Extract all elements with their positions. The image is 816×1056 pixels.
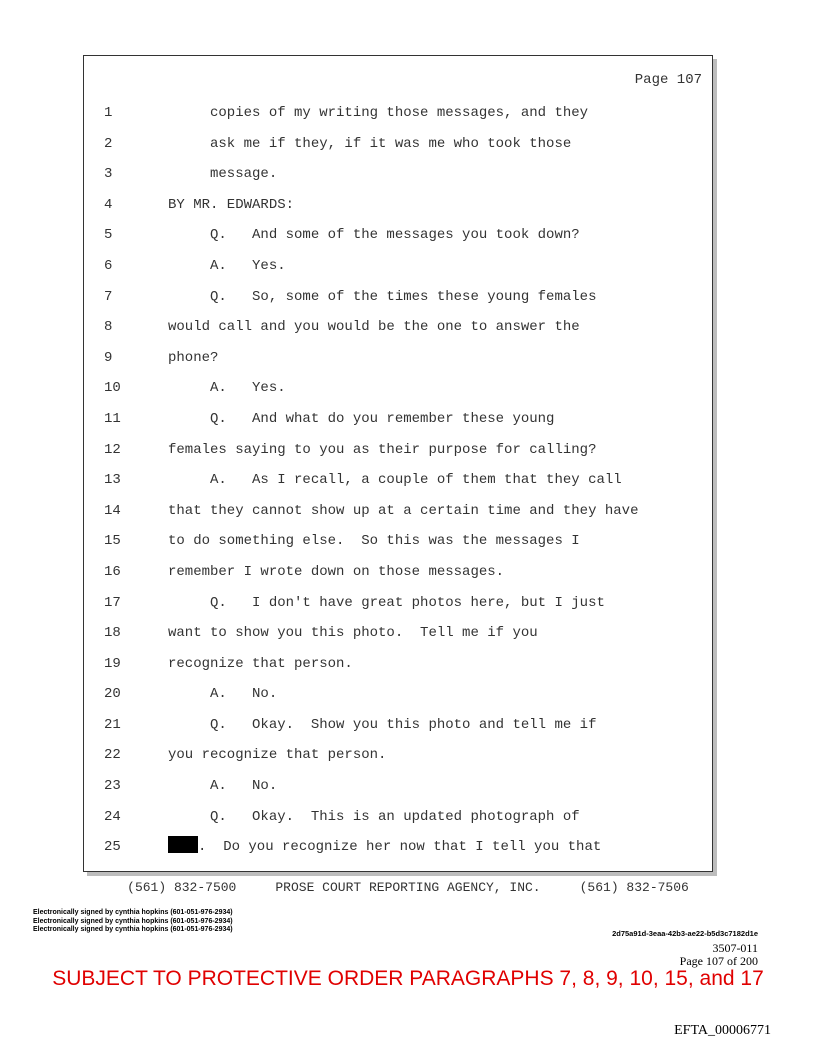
transcript-line <box>84 557 712 588</box>
line-number: 24 <box>104 808 121 825</box>
transcript-line <box>84 710 712 741</box>
transcript-line <box>84 404 712 435</box>
line-text <box>168 190 294 220</box>
line-text-content: females saying to you as their purpose for calling? <box>168 441 597 458</box>
redaction-box <box>168 836 198 853</box>
line-text-content: remember I wrote down on those messages. <box>168 563 505 580</box>
esignature-line: Electronically signed by cynthia hopkins (601-051-976-2934) <box>33 926 233 933</box>
line-text-content: want to show you this photo. Tell me if you <box>168 625 538 642</box>
line-text <box>168 740 386 770</box>
efta-number: EFTA_00006771 <box>674 1023 771 1038</box>
line-number: 17 <box>104 594 121 611</box>
line-text <box>168 129 571 159</box>
line-text-content: Q. I don't have great photos here, but I just <box>168 594 605 611</box>
line-text <box>168 465 622 495</box>
transcript-line <box>84 679 712 710</box>
line-text-content: A. No. <box>168 686 278 703</box>
line-number: 12 <box>104 441 121 458</box>
line-text <box>168 557 504 587</box>
line-text <box>168 771 277 801</box>
transcript-line <box>84 373 712 404</box>
transcript-line <box>84 190 712 221</box>
line-text <box>168 251 286 281</box>
transcript-line <box>84 771 712 802</box>
line-text <box>168 404 554 434</box>
line-text-content: would call and you would be the one to answer the <box>168 319 580 336</box>
line-text-content: A. No. <box>168 778 278 795</box>
line-text-content: copies of my writing those messages, and they <box>168 105 589 121</box>
line-text <box>168 832 601 862</box>
document-hash: 2d75a91d-3eaa-42b3-ae22-b5d3c7182d1e <box>612 929 758 938</box>
transcript-line <box>84 159 712 190</box>
electronic-signatures <box>33 909 233 935</box>
line-text <box>168 710 596 740</box>
line-number: 15 <box>104 533 121 550</box>
transcript-line <box>84 343 712 374</box>
transcript-line <box>84 465 712 496</box>
line-text-content: Q. Okay. Show you this photo and tell me if <box>168 716 597 733</box>
line-text-content: Q. So, some of the times these young females <box>168 288 597 305</box>
bates-block <box>680 942 758 968</box>
transcript-line <box>84 649 712 680</box>
line-number: 6 <box>104 257 113 274</box>
line-number: 10 <box>104 380 121 397</box>
line-text <box>168 373 286 403</box>
line-text <box>168 588 605 618</box>
line-text <box>168 526 580 556</box>
transcript-line <box>84 98 712 129</box>
line-text <box>168 159 277 189</box>
transcript-line <box>84 220 712 251</box>
protective-order-notice: SUBJECT TO PROTECTIVE ORDER PARAGRAPHS 7, 8, 9, 10, 15, and 17 <box>52 967 764 990</box>
line-number: 8 <box>104 319 113 336</box>
reporting-agency-footer: (561) 832-7500 PROSE COURT REPORTING AGENCY, INC. (561) 832-7506 <box>127 880 689 895</box>
line-text-content: A. As I recall, a couple of them that they call <box>168 472 622 489</box>
page-of-total: Page 107 of 200 <box>679 954 758 968</box>
line-text <box>168 343 218 373</box>
line-number: 2 <box>104 135 113 152</box>
line-number: 3 <box>104 166 113 183</box>
transcript-line <box>84 588 712 619</box>
line-text-content: A. Yes. <box>168 380 286 397</box>
line-number: 13 <box>104 472 121 489</box>
line-number: 9 <box>104 349 113 366</box>
line-number: 11 <box>104 410 121 427</box>
transcript-line <box>84 435 712 466</box>
line-text-content: message. <box>168 166 278 183</box>
bates-number: 3507-011 <box>712 941 758 955</box>
esignature-line: Electronically signed by cynthia hopkins (601-051-976-2934) <box>33 909 233 916</box>
page-number: Page 107 <box>634 72 702 88</box>
line-text-content: recognize that person. <box>168 655 353 672</box>
line-text <box>168 282 596 312</box>
line-text-content: you recognize that person. <box>168 747 387 764</box>
transcript-line <box>84 526 712 557</box>
line-text <box>168 435 596 465</box>
line-text-content: Q. And some of the messages you took down? <box>168 227 580 244</box>
line-number: 1 <box>104 105 113 121</box>
line-text <box>168 312 580 342</box>
line-text-content: that they cannot show up at a certain time and they have <box>168 502 639 519</box>
transcript-line <box>84 312 712 343</box>
line-text-content: to do something else. So this was the messages I <box>168 533 580 550</box>
line-text-content: Q. Okay. This is an updated photograph of <box>168 808 580 825</box>
line-number: 21 <box>104 716 121 733</box>
transcript-line <box>84 832 712 863</box>
line-text <box>168 496 638 526</box>
line-text-content: . Do you recognize her now that I tell you that <box>198 839 602 856</box>
line-number: 22 <box>104 747 121 764</box>
esignature-line: Electronically signed by cynthia hopkins (601-051-976-2934) <box>33 917 233 925</box>
line-text <box>168 679 277 709</box>
line-text-content: A. Yes. <box>168 257 286 274</box>
transcript-page <box>83 55 713 872</box>
transcript-line <box>84 802 712 833</box>
transcript-line <box>84 618 712 649</box>
transcript-line <box>84 740 712 771</box>
line-text <box>168 98 588 128</box>
line-text <box>168 649 353 679</box>
line-number: 14 <box>104 502 121 519</box>
transcript-line <box>84 496 712 527</box>
transcript-lines <box>84 98 712 863</box>
line-text <box>168 220 580 250</box>
line-text-content: BY MR. EDWARDS: <box>168 196 295 213</box>
line-number: 4 <box>104 196 113 213</box>
line-text-content: ask me if they, if it was me who took those <box>168 135 572 152</box>
line-number: 19 <box>104 655 121 672</box>
line-text <box>168 802 580 832</box>
line-number: 16 <box>104 563 121 580</box>
line-number: 25 <box>104 839 121 856</box>
line-number: 5 <box>104 227 113 244</box>
line-text <box>168 618 538 648</box>
transcript-line <box>84 251 712 282</box>
line-number: 18 <box>104 625 121 642</box>
transcript-line <box>84 129 712 160</box>
transcript-line <box>84 282 712 313</box>
line-text-content: phone? <box>168 349 219 366</box>
line-number: 7 <box>104 288 113 305</box>
line-number: 20 <box>104 686 121 703</box>
line-number: 23 <box>104 778 121 795</box>
line-text-content: Q. And what do you remember these young <box>168 410 555 427</box>
